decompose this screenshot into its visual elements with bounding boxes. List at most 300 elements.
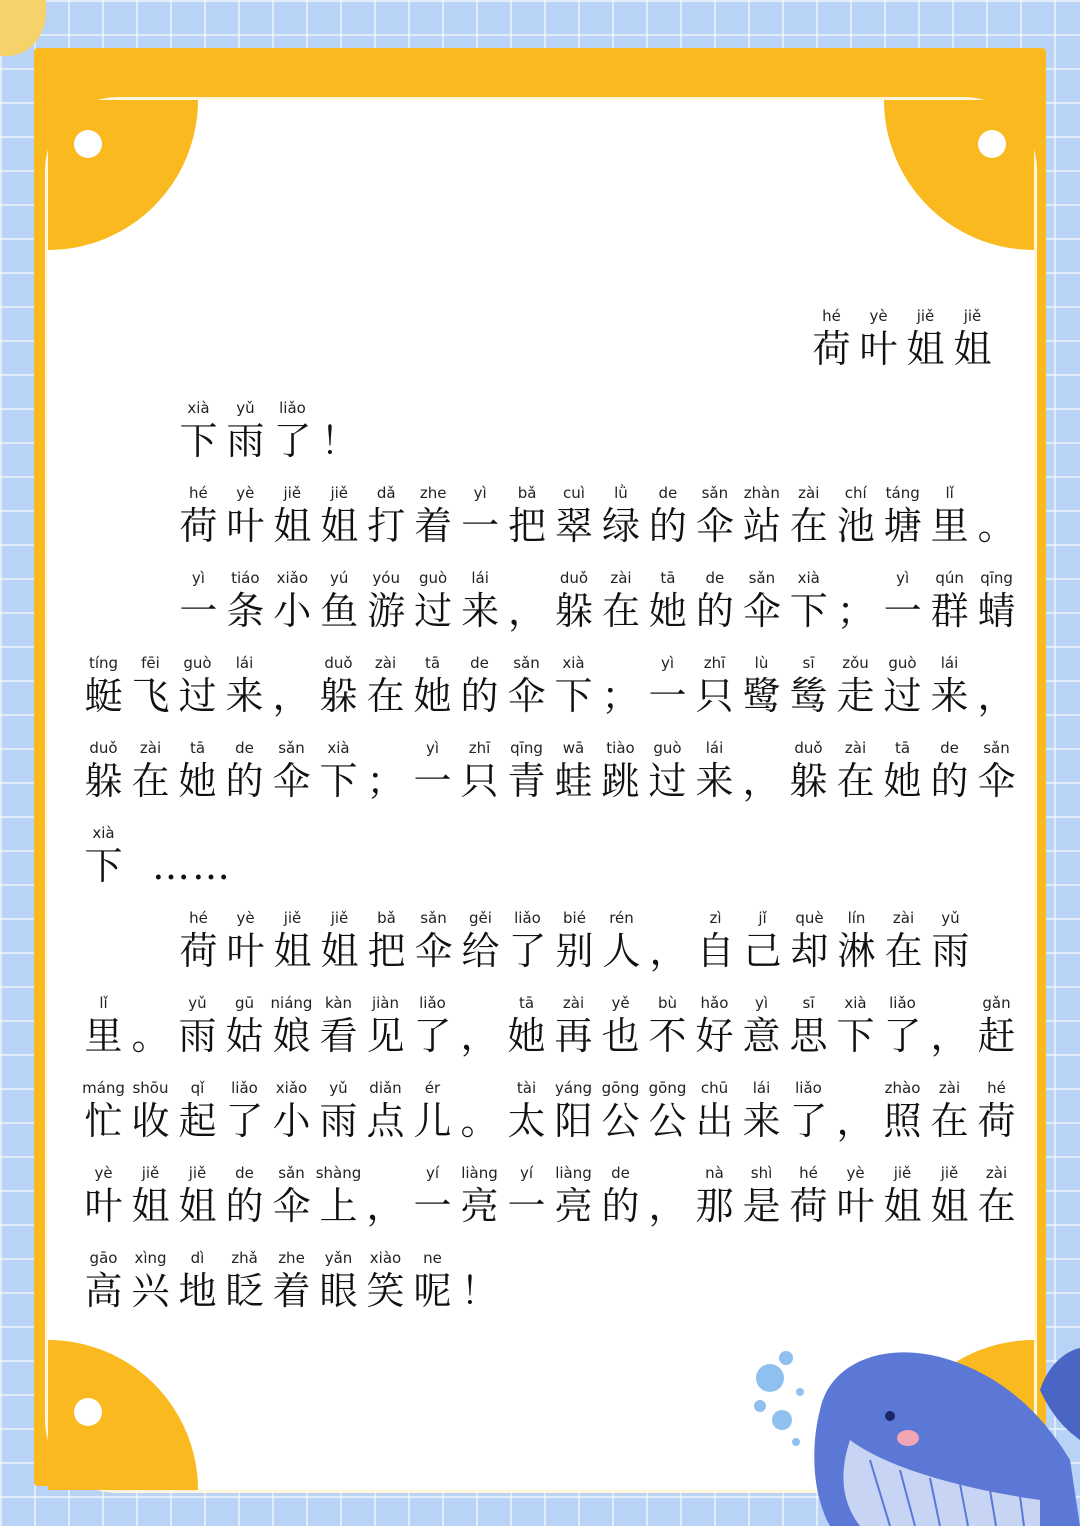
character-with-pinyin <box>550 653 597 719</box>
hanzi: 蛙 <box>554 759 593 803</box>
character-with-pinyin <box>409 1248 456 1314</box>
character-with-pinyin <box>833 908 880 974</box>
character-with-pinyin <box>738 1078 785 1144</box>
character-with-pinyin <box>457 908 504 974</box>
character-with-pinyin <box>785 568 832 634</box>
text-line <box>80 469 1020 549</box>
hanzi: 小 <box>273 589 312 633</box>
hanzi: 过 <box>648 759 687 803</box>
pinyin: yè <box>236 484 255 502</box>
pinyin: jiě <box>940 1164 959 1182</box>
pinyin: lǐ <box>945 484 954 502</box>
story-title <box>808 306 996 372</box>
hanzi: 游 <box>367 589 406 633</box>
hanzi: 是 <box>742 1184 781 1228</box>
pinyin: yǔ <box>329 1079 348 1097</box>
pinyin: liǎo <box>279 399 306 417</box>
hanzi: 在 <box>601 589 640 633</box>
pinyin: máng <box>82 1079 125 1097</box>
hanzi: 却 <box>790 929 829 973</box>
pinyin: gōng <box>648 1079 687 1097</box>
hanzi: 躲 <box>319 674 358 718</box>
hanzi: 儿 <box>413 1099 452 1143</box>
character-with-pinyin <box>973 568 1020 634</box>
pinyin: lín <box>847 909 866 927</box>
hanzi: 叶 <box>859 327 898 371</box>
pinyin: qīng <box>980 569 1013 587</box>
character-with-pinyin <box>269 568 316 634</box>
punctuation <box>127 823 257 889</box>
pinyin: yáng <box>554 1079 593 1097</box>
pinyin: bù <box>657 994 678 1012</box>
hanzi: 娘 <box>272 1014 311 1058</box>
character-with-pinyin <box>175 908 222 974</box>
punctuation <box>738 738 785 804</box>
character-with-pinyin <box>879 738 926 804</box>
hanzi: 给 <box>461 929 500 973</box>
hanzi: 小 <box>272 1099 311 1143</box>
character-with-pinyin <box>879 1163 926 1229</box>
hanzi: 淋 <box>837 929 876 973</box>
character-with-pinyin <box>644 738 691 804</box>
character-with-pinyin <box>316 483 363 549</box>
character-with-pinyin <box>222 568 269 634</box>
character-with-pinyin <box>550 1163 597 1229</box>
hanzi: 着 <box>414 504 453 548</box>
character-with-pinyin <box>315 993 362 1059</box>
hanzi: 翠 <box>555 504 594 548</box>
hanzi: ， <box>649 929 688 973</box>
hanzi: 伞 <box>414 929 453 973</box>
character-with-pinyin <box>174 738 221 804</box>
hanzi: 蜻 <box>977 589 1016 633</box>
hanzi: 跳 <box>601 759 640 803</box>
pinyin: guò <box>888 654 917 672</box>
text-line <box>80 384 1020 464</box>
text-line <box>80 894 1020 974</box>
hanzi: 青 <box>507 759 546 803</box>
hanzi: 那 <box>695 1184 734 1228</box>
character-with-pinyin <box>785 738 832 804</box>
punctuation <box>316 398 363 464</box>
pinyin: liàng <box>461 1164 498 1182</box>
pinyin: xià <box>562 654 585 672</box>
character-with-pinyin <box>691 1078 738 1144</box>
character-with-pinyin <box>409 1078 456 1144</box>
pinyin: bǎ <box>377 909 396 927</box>
pinyin: sī <box>802 654 815 672</box>
punctuation <box>645 908 692 974</box>
pinyin: gū <box>234 994 255 1012</box>
hanzi: 来 <box>742 1099 781 1143</box>
hanzi: 雨 <box>178 1014 217 1058</box>
character-with-pinyin <box>315 738 362 804</box>
character-with-pinyin <box>409 738 456 804</box>
hanzi: 下 <box>554 674 593 718</box>
pinyin: yì <box>754 994 769 1012</box>
character-with-pinyin <box>550 1078 597 1144</box>
character-with-pinyin <box>926 1163 973 1229</box>
character-with-pinyin <box>222 483 269 549</box>
character-with-pinyin <box>409 653 456 719</box>
pinyin: lái <box>235 654 254 672</box>
hanzi: ！ <box>320 419 359 463</box>
pinyin: jiě <box>330 909 349 927</box>
pinyin: hé <box>822 307 841 325</box>
pinyin: xiǎo <box>275 1079 308 1097</box>
pinyin: zhǎ <box>231 1249 258 1267</box>
character-with-pinyin <box>268 1248 315 1314</box>
pinyin: lái <box>752 1079 771 1097</box>
hanzi: 一 <box>461 504 500 548</box>
hanzi: 伞 <box>272 759 311 803</box>
pinyin: diǎn <box>369 1079 402 1097</box>
pinyin: yì <box>425 739 440 757</box>
hanzi: 在 <box>930 1099 969 1143</box>
pinyin: yì <box>896 569 910 587</box>
hanzi: 雨 <box>931 929 970 973</box>
pinyin: liǎo <box>514 909 541 927</box>
hanzi: 地 <box>178 1269 217 1313</box>
hanzi: 的 <box>601 1184 640 1228</box>
pinyin: niáng <box>270 994 313 1012</box>
pinyin: sǎn <box>748 569 776 587</box>
character-with-pinyin <box>221 653 268 719</box>
pinyin: de <box>235 739 254 757</box>
character-with-pinyin <box>174 653 221 719</box>
pinyin: yè <box>94 1164 113 1182</box>
pinyin: shì <box>750 1164 773 1182</box>
hanzi: 伞 <box>695 504 734 548</box>
pinyin: kàn <box>324 994 353 1012</box>
character-with-pinyin <box>269 908 316 974</box>
hanzi: 也 <box>601 1014 640 1058</box>
character-with-pinyin <box>174 993 221 1059</box>
hanzi: ， <box>836 1099 875 1143</box>
pinyin: zài <box>610 569 632 587</box>
character-with-pinyin <box>644 1078 691 1144</box>
pinyin: yí <box>425 1164 440 1182</box>
character-with-pinyin <box>832 738 879 804</box>
character-with-pinyin <box>269 398 316 464</box>
character-with-pinyin <box>410 483 457 549</box>
hanzi: 荷 <box>789 1184 828 1228</box>
character-with-pinyin <box>315 1078 362 1144</box>
hanzi: 过 <box>883 674 922 718</box>
hanzi: 己 <box>743 929 782 973</box>
hanzi: 来 <box>930 674 969 718</box>
character-with-pinyin <box>362 1078 409 1144</box>
hanzi: 好 <box>695 1014 734 1058</box>
hanzi: 的 <box>695 589 734 633</box>
pinyin: yóu <box>372 569 400 587</box>
hanzi: 的 <box>930 759 969 803</box>
pinyin: xià <box>844 994 867 1012</box>
pinyin: sǎn <box>513 654 540 672</box>
hanzi: 姐 <box>320 929 359 973</box>
character-with-pinyin <box>456 1163 503 1229</box>
hanzi: 兴 <box>131 1269 170 1313</box>
pinyin: jiě <box>283 484 302 502</box>
hanzi: 公 <box>648 1099 687 1143</box>
hanzi: 伞 <box>742 589 781 633</box>
hanzi: 姑 <box>225 1014 264 1058</box>
pinyin: xià <box>187 399 210 417</box>
character-with-pinyin <box>127 1248 174 1314</box>
hanzi: 起 <box>178 1099 217 1143</box>
character-with-pinyin <box>80 823 127 889</box>
pinyin: liǎo <box>795 1079 822 1097</box>
pinyin: yǔ <box>236 399 255 417</box>
character-with-pinyin <box>551 568 598 634</box>
character-with-pinyin <box>738 1163 785 1229</box>
pinyin: bié <box>563 909 586 927</box>
pinyin: guò <box>183 654 212 672</box>
character-with-pinyin <box>503 653 550 719</box>
character-with-pinyin <box>174 1248 221 1314</box>
hanzi: 了 <box>789 1099 828 1143</box>
hanzi: 荷 <box>977 1099 1016 1143</box>
pinyin: jiě <box>963 307 982 325</box>
pinyin: shàng <box>315 1164 362 1182</box>
pinyin: yì <box>473 484 487 502</box>
hanzi: 亮 <box>554 1184 593 1228</box>
hanzi: ， <box>977 674 1016 718</box>
pinyin: xìng <box>134 1249 167 1267</box>
pinyin: guò <box>653 739 682 757</box>
pinyin: qǐ <box>190 1079 205 1097</box>
hanzi: 里 <box>930 504 969 548</box>
character-with-pinyin <box>456 653 503 719</box>
hanzi: 照 <box>883 1099 922 1143</box>
pinyin: tā <box>189 739 206 757</box>
character-with-pinyin <box>316 568 363 634</box>
punctuation <box>973 483 1020 549</box>
pinyin: yè <box>236 909 255 927</box>
whale-icon <box>740 1320 1080 1526</box>
punctuation <box>456 993 503 1059</box>
text-line <box>80 1149 1020 1229</box>
punctuation <box>456 1248 503 1314</box>
hanzi: 的 <box>460 674 499 718</box>
character-with-pinyin <box>80 1163 127 1229</box>
character-with-pinyin <box>597 1163 644 1229</box>
pinyin: de <box>470 654 489 672</box>
character-with-pinyin <box>409 993 456 1059</box>
hanzi: 来 <box>461 589 500 633</box>
pinyin: liàng <box>555 1164 592 1182</box>
text-line <box>80 554 1020 634</box>
hanzi: 叶 <box>226 504 265 548</box>
hanzi: 来 <box>695 759 734 803</box>
hanzi: 她 <box>413 674 452 718</box>
hanzi: 荷 <box>179 929 218 973</box>
hanzi: ， <box>366 1184 405 1228</box>
character-with-pinyin <box>738 483 785 549</box>
hanzi: 眨 <box>225 1269 264 1313</box>
pinyin: hǎo <box>700 994 729 1012</box>
hanzi: 不 <box>648 1014 687 1058</box>
hanzi: 只 <box>695 674 734 718</box>
hanzi: 绿 <box>601 504 640 548</box>
character-with-pinyin <box>691 993 738 1059</box>
pinyin: jiě <box>188 1164 207 1182</box>
hanzi: 躲 <box>555 589 594 633</box>
hanzi: 一 <box>179 589 218 633</box>
character-with-pinyin <box>785 1078 832 1144</box>
character-with-pinyin <box>80 738 127 804</box>
pinyin: hé <box>189 484 208 502</box>
hanzi: 下 <box>836 1014 875 1058</box>
pinyin: liǎo <box>231 1079 258 1097</box>
character-with-pinyin <box>597 568 644 634</box>
pinyin: tiào <box>606 739 635 757</box>
character-with-pinyin <box>221 738 268 804</box>
character-with-pinyin <box>550 993 597 1059</box>
character-with-pinyin <box>127 1078 174 1144</box>
hanzi: 。 <box>460 1099 499 1143</box>
pinyin: qīng <box>510 739 543 757</box>
character-with-pinyin <box>644 483 691 549</box>
hanzi: 叶 <box>836 1184 875 1228</box>
character-with-pinyin <box>832 1163 879 1229</box>
hanzi: 姐 <box>178 1184 217 1228</box>
hanzi: 出 <box>695 1099 734 1143</box>
hanzi: 伞 <box>977 759 1016 803</box>
character-with-pinyin <box>738 993 785 1059</box>
hanzi: 塘 <box>883 504 922 548</box>
hanzi: 姐 <box>930 1184 969 1228</box>
pinyin: lái <box>471 569 489 587</box>
hanzi: 她 <box>178 759 217 803</box>
text-line <box>80 979 1020 1059</box>
pinyin: xià <box>797 569 820 587</box>
character-with-pinyin <box>739 908 786 974</box>
pinyin: dì <box>190 1249 205 1267</box>
pinyin: zǒu <box>842 654 869 672</box>
punctuation <box>127 993 174 1059</box>
hanzi: 她 <box>648 589 687 633</box>
character-with-pinyin <box>410 908 457 974</box>
punctuation <box>926 993 973 1059</box>
pinyin: sǎn <box>278 1164 305 1182</box>
character-with-pinyin <box>221 993 268 1059</box>
character-with-pinyin <box>785 993 832 1059</box>
pinyin: xiào <box>369 1249 402 1267</box>
character-with-pinyin <box>175 568 222 634</box>
character-with-pinyin <box>504 908 551 974</box>
pinyin: nà <box>705 1164 724 1182</box>
hanzi: 在 <box>131 759 170 803</box>
character-with-pinyin <box>503 738 550 804</box>
pinyin: zài <box>139 739 162 757</box>
hanzi: 她 <box>507 1014 546 1058</box>
hanzi: 伞 <box>507 674 546 718</box>
pinyin: zài <box>374 654 397 672</box>
hanzi: 只 <box>460 759 499 803</box>
pinyin: lù <box>754 654 769 672</box>
hanzi: 走 <box>836 674 875 718</box>
pinyin: jiě <box>916 307 935 325</box>
pinyin: tài <box>516 1079 537 1097</box>
pinyin: qún <box>935 569 964 587</box>
hanzi: 了 <box>883 1014 922 1058</box>
character-with-pinyin <box>949 306 996 372</box>
character-with-pinyin <box>691 483 738 549</box>
hanzi: 在 <box>366 674 405 718</box>
hanzi: 眼 <box>319 1269 358 1313</box>
hanzi: 阳 <box>554 1099 593 1143</box>
pinyin: de <box>705 569 725 587</box>
character-with-pinyin <box>880 908 927 974</box>
hanzi: 别 <box>555 929 594 973</box>
pinyin: yǎn <box>324 1249 353 1267</box>
pinyin: zhàn <box>743 484 780 502</box>
character-with-pinyin <box>268 993 315 1059</box>
pinyin: yí <box>519 1164 534 1182</box>
character-with-pinyin <box>503 1078 550 1144</box>
hanzi: 叶 <box>226 929 265 973</box>
hanzi: 伞 <box>272 1184 311 1228</box>
pinyin: chū <box>700 1079 729 1097</box>
hanzi: 收 <box>131 1099 170 1143</box>
hanzi: ； <box>366 759 405 803</box>
hanzi: 荷 <box>812 327 851 371</box>
hanzi: 一 <box>507 1184 546 1228</box>
character-with-pinyin <box>926 1078 973 1144</box>
hanzi: 姐 <box>320 504 359 548</box>
hanzi: 赶 <box>977 1014 1016 1058</box>
hanzi: 站 <box>742 504 781 548</box>
character-with-pinyin <box>409 1163 456 1229</box>
character-with-pinyin <box>457 568 504 634</box>
punctuation <box>597 653 644 719</box>
bubble-icon <box>754 1351 804 1446</box>
text-line <box>80 724 1020 804</box>
hanzi: 了 <box>225 1099 264 1143</box>
pinyin: zhào <box>884 1079 921 1097</box>
pinyin: rén <box>609 909 634 927</box>
character-with-pinyin <box>598 908 645 974</box>
pinyin: sǎn <box>278 739 305 757</box>
pinyin: bǎ <box>517 484 537 502</box>
pinyin: zhe <box>278 1249 305 1267</box>
character-with-pinyin <box>222 908 269 974</box>
pinyin: hé <box>189 909 208 927</box>
pinyin: de <box>235 1164 254 1182</box>
character-with-pinyin <box>832 653 879 719</box>
character-with-pinyin <box>127 653 174 719</box>
pinyin: de <box>658 484 678 502</box>
hanzi: 了 <box>413 1014 452 1058</box>
character-with-pinyin <box>503 1163 550 1229</box>
character-with-pinyin <box>691 1163 738 1229</box>
character-with-pinyin <box>316 908 363 974</box>
hanzi: 意 <box>742 1014 781 1058</box>
character-with-pinyin <box>174 1078 221 1144</box>
hanzi: 了 <box>273 419 312 463</box>
pinyin: lái <box>705 739 724 757</box>
pinyin: xià <box>92 824 115 842</box>
punctuation <box>362 1163 409 1229</box>
character-with-pinyin <box>175 398 222 464</box>
character-with-pinyin <box>597 483 644 549</box>
character-with-pinyin <box>456 738 503 804</box>
character-with-pinyin <box>832 483 879 549</box>
pinyin: tíng <box>88 654 119 672</box>
hanzi: 一 <box>413 759 452 803</box>
pinyin: zhe <box>419 484 447 502</box>
